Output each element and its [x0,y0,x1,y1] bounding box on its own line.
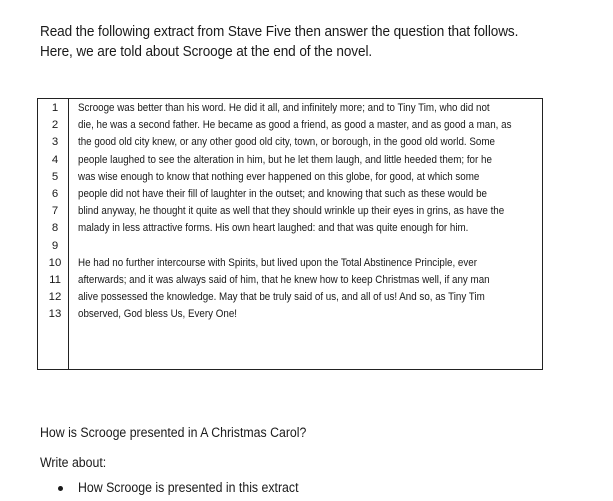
extract-text-column [78,99,548,323]
extract-line: observed, God bless Us, Every One! [78,308,237,321]
extract-line: alive possessed the knowledge. May that be truly said of us, and all of us! And so, as Tiny Tim [78,291,485,304]
line-number: 1 [51,102,59,114]
line-number: 13 [48,308,62,321]
extract-line: Scrooge was better than his word. He did it all, and infinitely more; and to Tiny Tim, who did not [78,102,490,114]
line-number-column [38,99,69,369]
extract-line: He had no further intercourse with Spirits, but lived upon the Total Abstinence Principle, ever [78,256,477,269]
extract-line: afterwards; and it was always said of him, that he knew how to keep Christmas well, if any man [78,273,490,286]
extract-line: die, he was a second father. He became as good a friend, as good a master, and as good a man, as [78,119,512,132]
line-number: 5 [51,170,59,183]
extract-line: malady in less attractive forms. His own heart laughed: and that was quite enough for him. [78,222,469,235]
line-number: 12 [48,291,62,304]
extract-line: blind anyway, he thought it quite as well that they should wrinkle up their eyes in grins, as have the [78,205,505,218]
extract-line: people did not have their fill of laughter in the outset; and knowing that such as these would be [78,187,487,200]
extract-box [37,98,543,370]
line-number: 7 [51,205,59,218]
extract-line: the good old city knew, or any other good old city, town, or borough, in the good old world. Some [78,136,495,149]
bullet-item [58,480,318,496]
line-number: 10 [48,256,62,269]
line-number: 11 [49,273,61,286]
question-text: How is Scrooge presented in A Christmas Carol? [40,425,307,440]
extract-line-blank [78,238,482,255]
bullet-list [58,480,318,496]
extract-line: people laughed to see the alteration in him, but he let them laugh, and little heeded them; for he [78,153,492,166]
line-number: 4 [51,153,59,166]
line-number: 6 [51,187,59,200]
line-number: 9 [51,239,59,252]
line-number: 2 [51,119,59,132]
bullet-text: How Scrooge is presented in this extract [78,480,299,495]
extract-line: was wise enough to know that nothing ever happened on this globe, for good, at which some [78,170,480,183]
intro-text: Read the following extract from Stave Five then answer the question that follows. Here, we are told about Scrooge at the end of the novel. [40,24,519,60]
line-number: 3 [51,136,59,149]
bullet-dot-icon [58,486,63,491]
line-number: 8 [51,222,59,235]
write-about-label: Write about: [40,455,107,470]
